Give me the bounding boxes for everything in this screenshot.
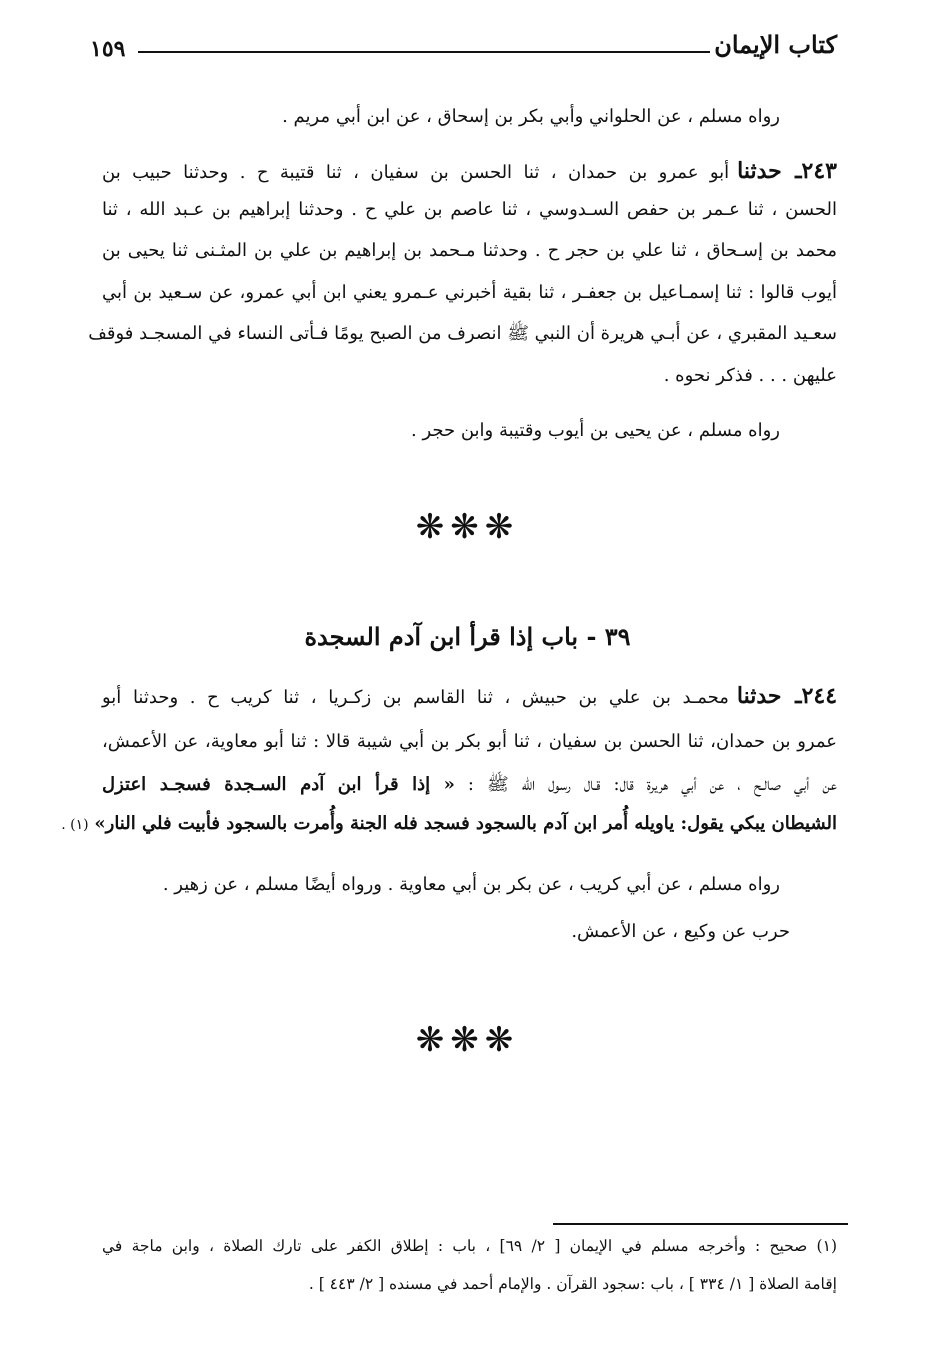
- header-rule: [138, 51, 710, 53]
- footnote-line-1: (١) صحيح : وأخرجه مسلم في الإيمان [ ٢/ ٦٩] ، باب : إطلاق الكفر على تارك الصلاة ، وابن ماجة في: [102, 1237, 837, 1255]
- footnote-ref: (١) .: [61, 817, 89, 833]
- footnote-rule: [553, 1223, 848, 1225]
- hadith-243-line-2: الحسن ، ثنا عـمر بن حفص السـدوسي ، ثنا عاصم بن علي ح . وحدثنا إبراهيم بن عـبد الله ، ثنا: [102, 199, 837, 220]
- hadith-number: ٢٤٣ـ حدثنا: [737, 158, 837, 184]
- hadith-244-line-4: [61, 815, 837, 833]
- hadith-243-line-3: محمد بن إسـحاق ، ثنا علي بن حجر ح . وحدثنا مـحمد بن إبراهيم بن علي بن المثـنى ثنا يحيى بن: [102, 240, 837, 261]
- hadith-244-line-2: عمرو بن حمدان، ثنا الحسن بن سفيان ، ثنا أبو بكر بن أبي شيبة قالا : ثنا أبو معاوية، عن الأعمش،: [102, 731, 837, 752]
- prophetic-text: الشيطان يبكي يقول: ياويله أُمر ابن آدم بالسجود فسجد فله الجنة وأُمرت بالسجود فأبيت فلي النار»: [94, 813, 837, 834]
- page-number: ١٥٩: [90, 36, 126, 62]
- hadith-243-line-4: أيوب قالوا : ثنا إسمـاعيل بن جعفـر ، ثنا بقية أخبرني عـمرو يعني ابن أبي عمرو، عن سـعيد بن أبي: [102, 282, 837, 303]
- hadith-243-line-1: ٢٤٣ـ حدثناأبو عمرو بن حمدان ، ثنا الحسن بن سفيان ، ثنا قتيبة ح . وحدثنا حبيب بن: [102, 158, 837, 184]
- riwaya-line: رواه مسلم ، عن أبي كريب ، عن بكر بن أبي معاوية . ورواه أيضًا مسلم ، عن زهير .: [162, 874, 780, 895]
- riwaya-line: رواه مسلم ، عن الحلواني وأبي بكر بن إسحاق ، عن ابن أبي مريم .: [282, 106, 780, 127]
- chapter-heading: ٣٩ - باب إذا قرأ ابن آدم السجدة: [304, 622, 631, 651]
- riwaya-line: حرب عن وكيع ، عن الأعمش.: [571, 921, 790, 942]
- hadith-244-line-1: ٢٤٤ـ حدثنامحمـد بن علي بن حبيش ، ثنا القاسم بن زكـريا ، ثنا كريب ح . وحدثنا أبو: [102, 683, 838, 709]
- hadith-244-line-3: عن أبي صالـح ، عن أبي هريرة قال: قـال رسول الله ﷺ : « إذا قرأ ابن آدم السـجدة فسجـد اعتزل: [102, 774, 837, 795]
- running-header-title: كتاب الإيمان: [714, 30, 837, 59]
- hadith-number: ٢٤٤ـ حدثنا: [736, 683, 838, 709]
- section-separator: ❋❋❋: [415, 507, 520, 547]
- footnote-line-2: إقامة الصلاة [ ١/ ٣٣٤ ] ، باب :سجود القرآن . والإمام أحمد في مسنده [ ٢/ ٤٤٣ ] .: [308, 1275, 837, 1293]
- prophetic-text: « إذا قرأ ابن آدم السـجدة فسجـد اعتزل: [102, 774, 455, 795]
- hadith-243-line-5: سعـيد المقبري ، عن أبـي هريرة أن النبي ﷺ انصرف من الصبح يومًا فـأتى النساء في المسجـد فوقف: [88, 323, 837, 344]
- hadith-243-line-6: عليهن . . . فذكر نحوه .: [663, 365, 837, 386]
- section-separator: ❋❋❋: [415, 1020, 520, 1060]
- riwaya-line: رواه مسلم ، عن يحيى بن أيوب وقتيبة وابن حجر .: [411, 420, 780, 441]
